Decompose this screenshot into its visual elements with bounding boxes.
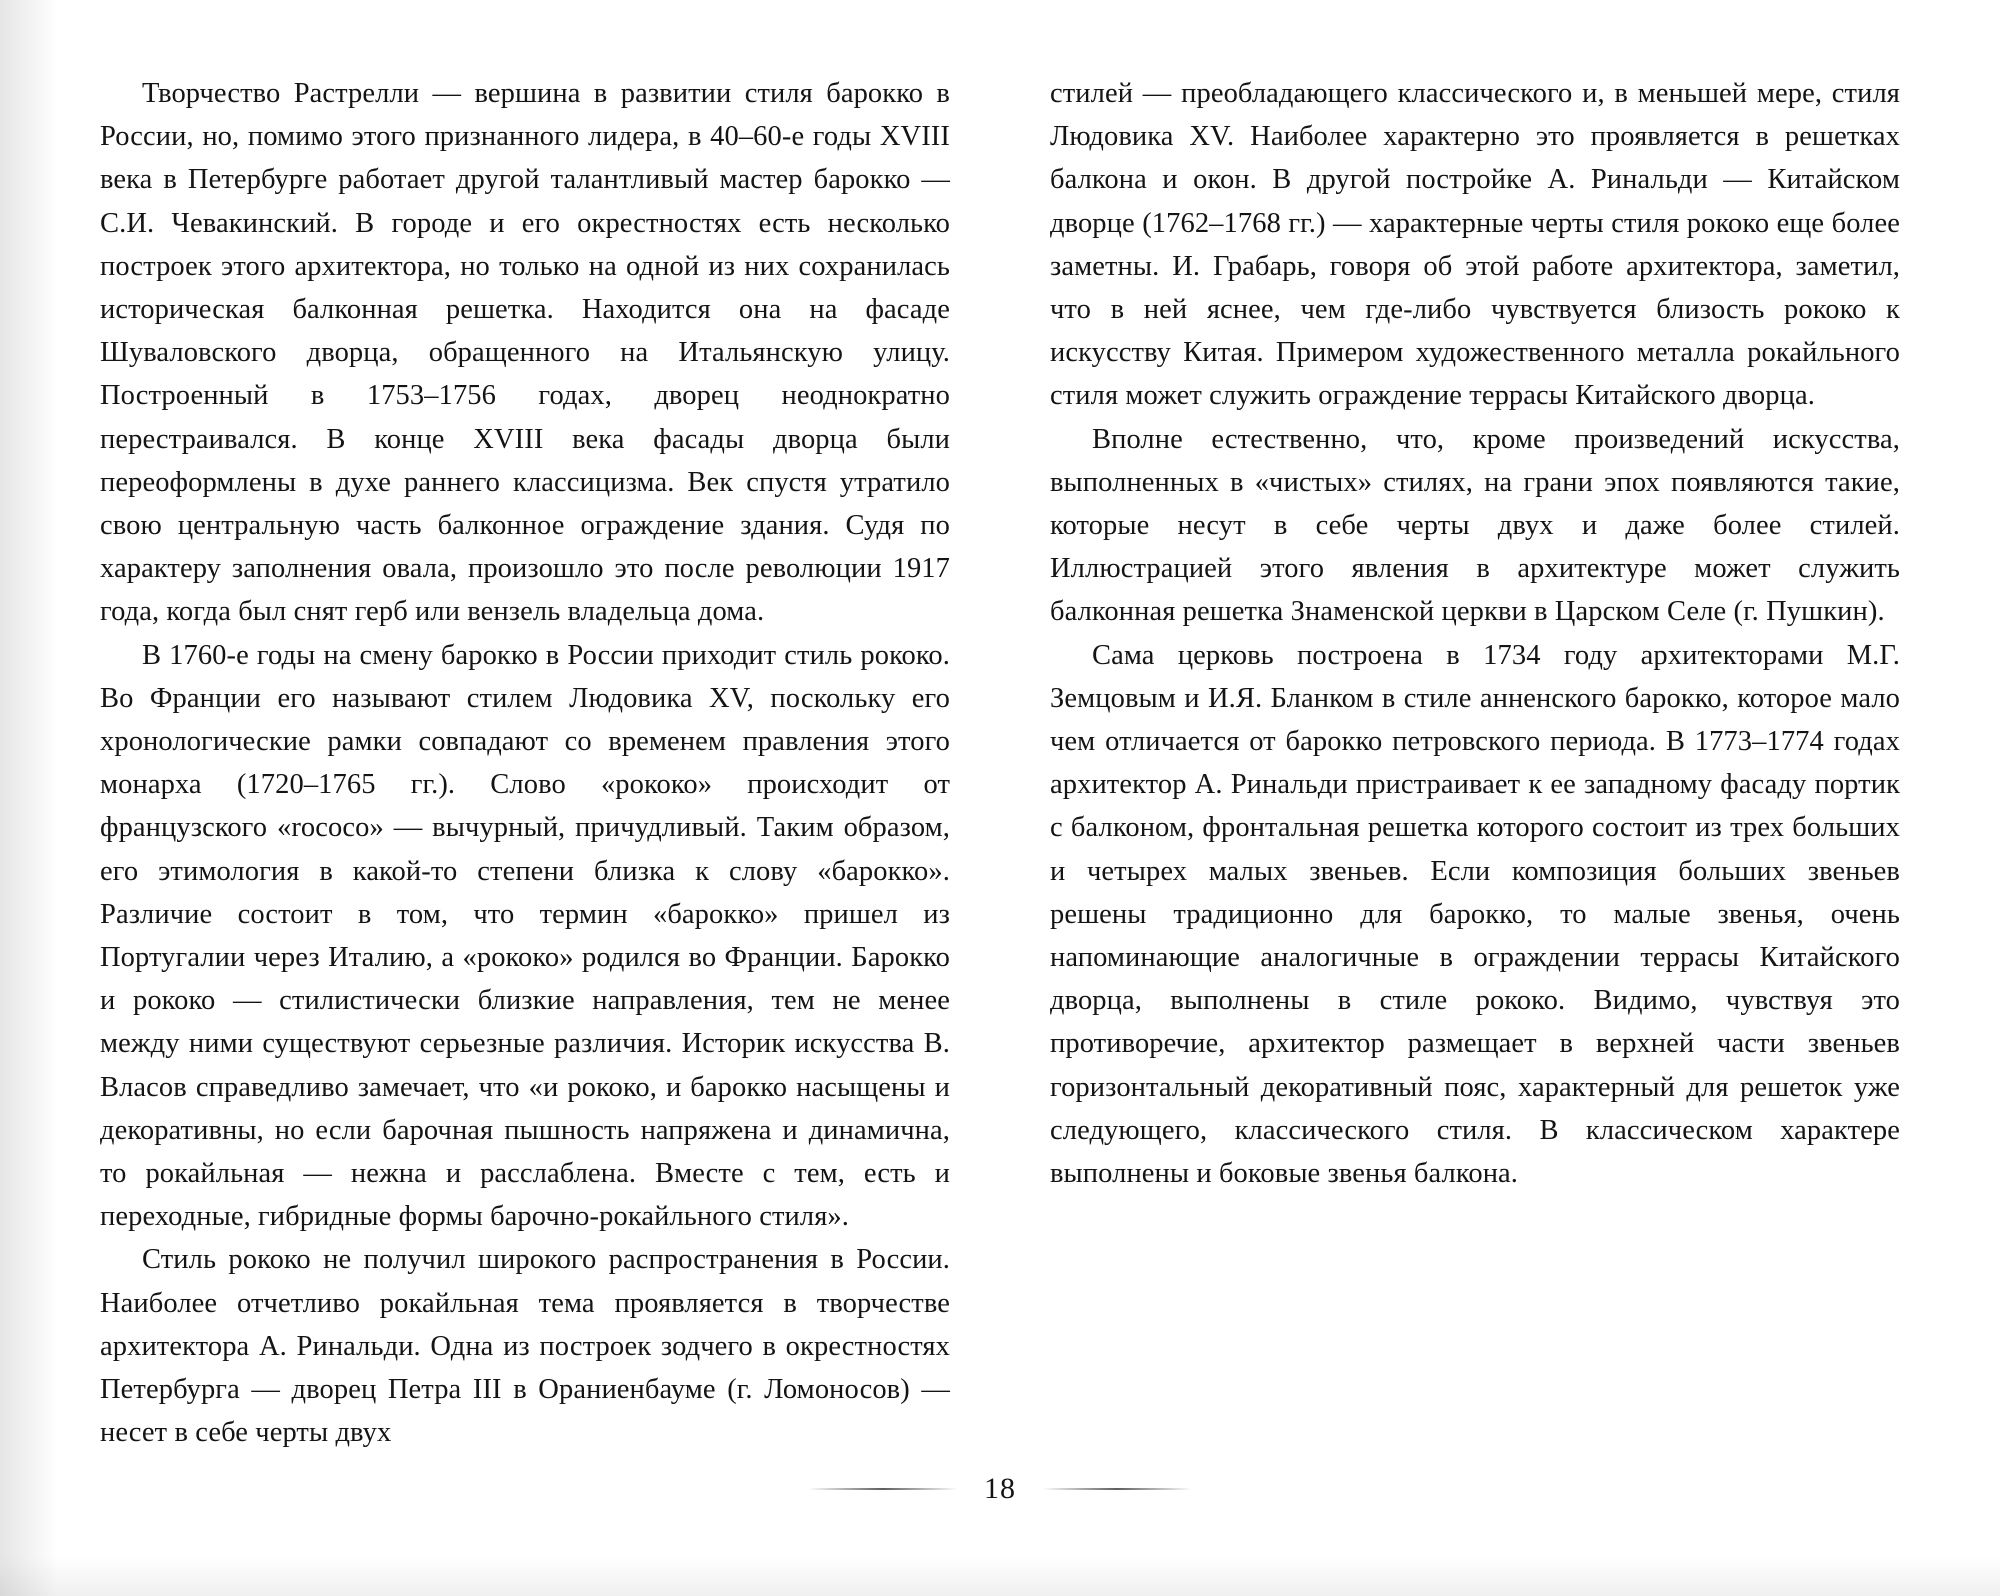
paragraph: стилей — преобладающего классического и, в меньшей мере, стиля Людовика XV. Наиболее характерно это проявляется в решетках балкона и окон. В другой постройке А. Ринальди — Китайском дворце (1762–1768 гг.) — характерные черты стиля рококо еще более заметны. И. Грабарь, говоря об этой работе архитектора, заметил, что в ней яснее, чем где-либо чувствуется близость рококо к искусству Китая. Примером художественного металла рокайльного стиля может служить ограждение террасы Китайского дворца. (1050, 78, 1900, 412)
paragraph: Сама церковь построена в 1734 году архитекторами М.Г. Земцовым и И.Я. Бланком в стиле анненского барокко, которое мало чем отличается от барокко петровского периода. В 1773–1774 годах архитектор А. Ринальди пристраивает к ее западному фасаду портик с балконом, фронтальная решетка которого состоит из трех больших и четырех малых звеньев. Если композиция больших звеньев решены традиционно для барокко, то малые звенья, очень напоминающие аналогичные в ограждении террасы Китайского дворца, выполнены в стиле рококо. Видимо, чувствуя это противоречие, архитектор размещает в верхней части звеньев горизонтальный декоративный пояс, характерный для решеток уже следующего, классического стиля. В классическом характере выполнены и боковые звенья балкона. (1050, 639, 1900, 1190)
paragraph: Творчество Растрелли — вершина в развитии стиля барокко в России, но, помимо этого признанного лидера, в 40–60-е годы XVIII века в Петербурге работает другой талантливый мастер барокко — С.И. Чевакинский. В городе и его окрестностях есть несколько построек этого архитектора, но только на одной из них сохранилась историческая балконная решетка. Находится она на фасаде Шуваловского дворца, обращенного на Итальянскую улицу. Построенный в 1753–1756 годах, дворец неоднократно перестраивался. В конце XVIII века фасады дворца были переоформлены в духе раннего классицизма. Век спустя утратило свою центральную часть балконное ограждение здания. Судя по характеру заполнения овала, произошло это после революции 1917 года, когда был снят герб или вензель владельца дома. (100, 78, 950, 628)
page-number: 18 (984, 1472, 1016, 1505)
page-edge-shadow-bottom (0, 1556, 2000, 1596)
folio-group (958, 1472, 1042, 1506)
text-columns (100, 72, 1900, 1455)
right-column (1050, 72, 1900, 1455)
folio-rule-left (808, 1488, 958, 1490)
left-column (100, 72, 950, 1455)
paragraph: В 1760-е годы на смену барокко в России приходит стиль рококо. Во Франции его называют стилем Людовика XV, поскольку его хронологические рамки совпадают со временем правления этого монарха (1720–1765 гг.). Слово «рококо» происходит от французского «rococo» — вычурный, причудливый. Таким образом, его этимология в какой-то степени близка к слову «барокко». Различие состоит в том, что термин «барокко» пришел из Португалии через Италию, а «рококо» родился во Франции. Барокко и рококо — стилистически близкие направления, тем не менее между ними существуют серьезные различия. Историк искусства В. Власов справедливо замечает, что «и рококо, и барокко насыщены и декоративны, но если барочная пышность напряжена и динамична, то рокайльная — нежна и расслаблена. Вместе с тем, есть и переходные, гибридные формы барочно-рокайльного стиля». (100, 639, 950, 1233)
paragraph: Вполне естественно, что, кроме произведений искусства, выполненных в «чистых» стилях, на грани эпох появляются такие, которые несут в себе черты двух и даже более стилей. Иллюстрацией этого явления в архитектуре может служить балконная решетка Знаменской церкви в Царском Селе (г. Пушкин). (1050, 423, 1900, 628)
folio-rule-right (1042, 1488, 1192, 1490)
paragraph: Стиль рококо не получил широкого распространения в России. Наиболее отчетливо рокайльная тема проявляется в творчестве архитектора А. Ринальди. Одна из построек зодчего в окрестностях Петербурга — дворец Петра III в Ораниенбауме (г. Ломоносов) — несет в себе черты двух (100, 1244, 950, 1449)
page-footer (0, 1472, 2000, 1506)
page-edge-shadow-left (0, 0, 58, 1596)
